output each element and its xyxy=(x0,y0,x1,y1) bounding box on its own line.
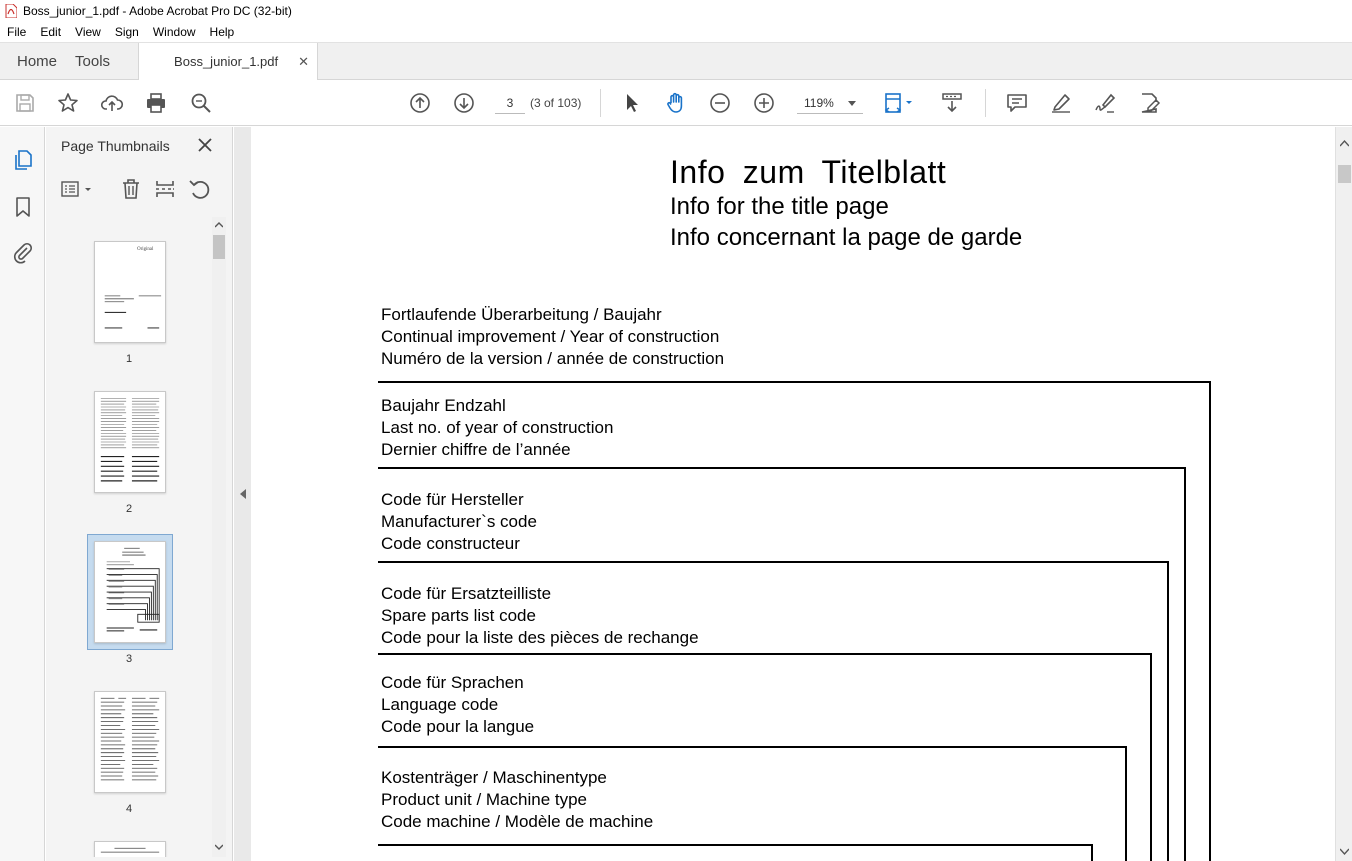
next-page-icon[interactable] xyxy=(451,90,477,116)
scrollbar-thumb[interactable] xyxy=(213,235,225,259)
comment-icon[interactable] xyxy=(1004,90,1030,116)
main-toolbar xyxy=(0,80,1352,126)
block-line: Code constructeur xyxy=(381,534,520,553)
block-line: Numéro de la version / année de construction xyxy=(381,349,725,368)
title-bar xyxy=(0,0,1352,22)
bracket-line xyxy=(378,561,1169,563)
scroll-down-icon[interactable] xyxy=(215,843,223,851)
bracket-line xyxy=(378,844,1093,846)
tab-home[interactable]: Home xyxy=(17,52,58,70)
thumbnails-toolbar xyxy=(46,167,233,207)
tab-tools[interactable]: Tools xyxy=(75,52,111,70)
collapse-left-icon xyxy=(240,489,246,499)
close-tab-icon[interactable]: ✕ xyxy=(298,54,310,69)
bracket-line xyxy=(1167,561,1169,861)
panel-collapse-handle[interactable] xyxy=(234,127,251,861)
block-line: Continual improvement / Year of construction xyxy=(381,327,720,346)
delete-page-icon[interactable] xyxy=(119,177,143,201)
page-thumbnail-4[interactable] xyxy=(94,691,166,793)
print-icon[interactable] xyxy=(143,90,169,116)
block-line: Manufacturer`s code xyxy=(381,512,537,531)
document-heading: Info zum Titelblatt xyxy=(670,154,947,190)
thumbnail-options-icon[interactable] xyxy=(60,177,96,201)
scroll-down-icon[interactable] xyxy=(1340,847,1349,856)
zoom-out-icon[interactable] xyxy=(707,90,733,116)
block-line: Code pour la liste des pièces de rechange xyxy=(381,628,699,647)
select-cursor-icon[interactable] xyxy=(619,90,645,116)
page-thumbnail-2[interactable] xyxy=(94,391,166,493)
zoom-level-select[interactable] xyxy=(797,92,863,114)
thumbnails-scrollbar[interactable] xyxy=(212,217,226,857)
save-icon[interactable] xyxy=(12,90,38,116)
block-line: Spare parts list code xyxy=(381,606,536,625)
block-line: Code für Sprachen xyxy=(381,673,524,692)
tab-document[interactable] xyxy=(138,43,318,80)
block-line: Baujahr Endzahl xyxy=(381,396,506,415)
bracket-line xyxy=(1209,381,1211,861)
menu-view[interactable]: View xyxy=(75,25,101,39)
scroll-mode-icon[interactable] xyxy=(939,90,965,116)
bracket-line xyxy=(378,653,1152,655)
thumbnails-panel xyxy=(46,127,233,861)
document-subheading-en: Info for the title page xyxy=(670,193,889,220)
toolbar-divider xyxy=(600,89,601,117)
extract-page-icon[interactable] xyxy=(153,177,177,201)
bracket-line xyxy=(1150,653,1152,861)
rotate-page-icon[interactable] xyxy=(187,177,211,201)
tab-document-label: Boss_junior_1.pdf xyxy=(174,54,279,69)
block-line: Code machine / Modèle de machine xyxy=(381,812,654,831)
bracket-line xyxy=(1125,746,1127,861)
upload-cloud-icon[interactable] xyxy=(99,90,125,116)
menu-file[interactable]: File xyxy=(7,25,27,39)
document-scrollbar[interactable] xyxy=(1335,127,1352,861)
block-line: Code für Hersteller xyxy=(381,490,524,509)
fill-sign-icon[interactable] xyxy=(1136,90,1162,116)
document-subheading-fr: Info concernant la page de garde xyxy=(670,224,1023,251)
menu-help[interactable]: Help xyxy=(209,25,235,39)
scroll-up-icon[interactable] xyxy=(1340,139,1349,148)
block-line: Kostenträger / Maschinentype xyxy=(381,768,607,787)
bracket-line xyxy=(378,381,1211,383)
zoom-in-icon[interactable] xyxy=(751,90,777,116)
info-block-manufacturer xyxy=(381,489,537,555)
zoom-level-value: 119% xyxy=(804,95,834,110)
panel-title: Page Thumbnails xyxy=(61,138,170,154)
block-line: Dernier chiffre de l’année xyxy=(381,440,571,459)
menu-sign[interactable]: Sign xyxy=(114,25,139,39)
info-block-language xyxy=(381,672,534,738)
menu-bar xyxy=(0,22,1352,43)
menu-edit[interactable]: Edit xyxy=(40,25,62,39)
bracket-line xyxy=(1091,844,1093,861)
sign-pen-icon[interactable] xyxy=(1092,90,1118,116)
block-line: Language code xyxy=(381,695,499,714)
block-line: Fortlaufende Überarbeitung / Baujahr xyxy=(381,305,662,324)
attachments-icon[interactable] xyxy=(10,239,36,265)
scrollbar-thumb[interactable] xyxy=(1338,165,1351,183)
search-icon[interactable] xyxy=(188,90,214,116)
page-number-label: 3 xyxy=(125,653,133,665)
info-block-spare-parts xyxy=(381,583,699,649)
page-thumbnails-icon[interactable] xyxy=(10,147,36,173)
page-fit-icon[interactable] xyxy=(883,90,919,116)
svg-text:Original: Original xyxy=(137,247,154,253)
info-block-machine-type xyxy=(381,767,653,833)
chevron-down-icon xyxy=(848,101,856,106)
toolbar-divider xyxy=(985,89,986,117)
bracket-line xyxy=(378,746,1127,748)
info-block-year xyxy=(381,395,613,461)
bracket-line xyxy=(1184,467,1186,861)
left-navigation-rail xyxy=(0,127,45,861)
highlight-pen-icon[interactable] xyxy=(1048,90,1074,116)
bookmarks-icon[interactable] xyxy=(10,194,36,220)
bracket-line xyxy=(378,467,1186,469)
hand-tool-icon[interactable] xyxy=(663,90,689,116)
page-number-label: 2 xyxy=(125,503,133,515)
info-block-revision xyxy=(381,304,724,370)
window-title: Boss_junior_1.pdf - Adobe Acrobat Pro DC (32-bit) xyxy=(23,4,292,18)
block-line: Last no. of year of construction xyxy=(381,418,614,437)
page-number-label: 4 xyxy=(125,803,133,815)
tab-bar xyxy=(0,43,1352,80)
bookmark-star-icon[interactable] xyxy=(55,90,81,116)
block-line: Product unit / Machine type xyxy=(381,790,588,809)
page-count-label: (3 of 103) xyxy=(530,96,582,110)
close-panel-icon[interactable] xyxy=(196,136,214,154)
page-number-label: 1 xyxy=(125,353,133,365)
page-thumbnail-5[interactable] xyxy=(94,841,166,857)
scroll-up-icon[interactable] xyxy=(215,221,223,229)
page-number-input[interactable] xyxy=(495,92,525,114)
page-thumbnail-1[interactable] xyxy=(94,241,166,343)
pdf-file-icon xyxy=(5,4,17,18)
document-view[interactable] xyxy=(251,127,1335,861)
block-line: Code für Ersatzteilliste xyxy=(381,584,552,603)
block-line: Code pour la langue xyxy=(381,717,535,736)
menu-window[interactable]: Window xyxy=(152,25,196,39)
thumbnail-list xyxy=(46,217,212,857)
page-thumbnail-3[interactable] xyxy=(94,541,166,643)
previous-page-icon[interactable] xyxy=(407,90,433,116)
